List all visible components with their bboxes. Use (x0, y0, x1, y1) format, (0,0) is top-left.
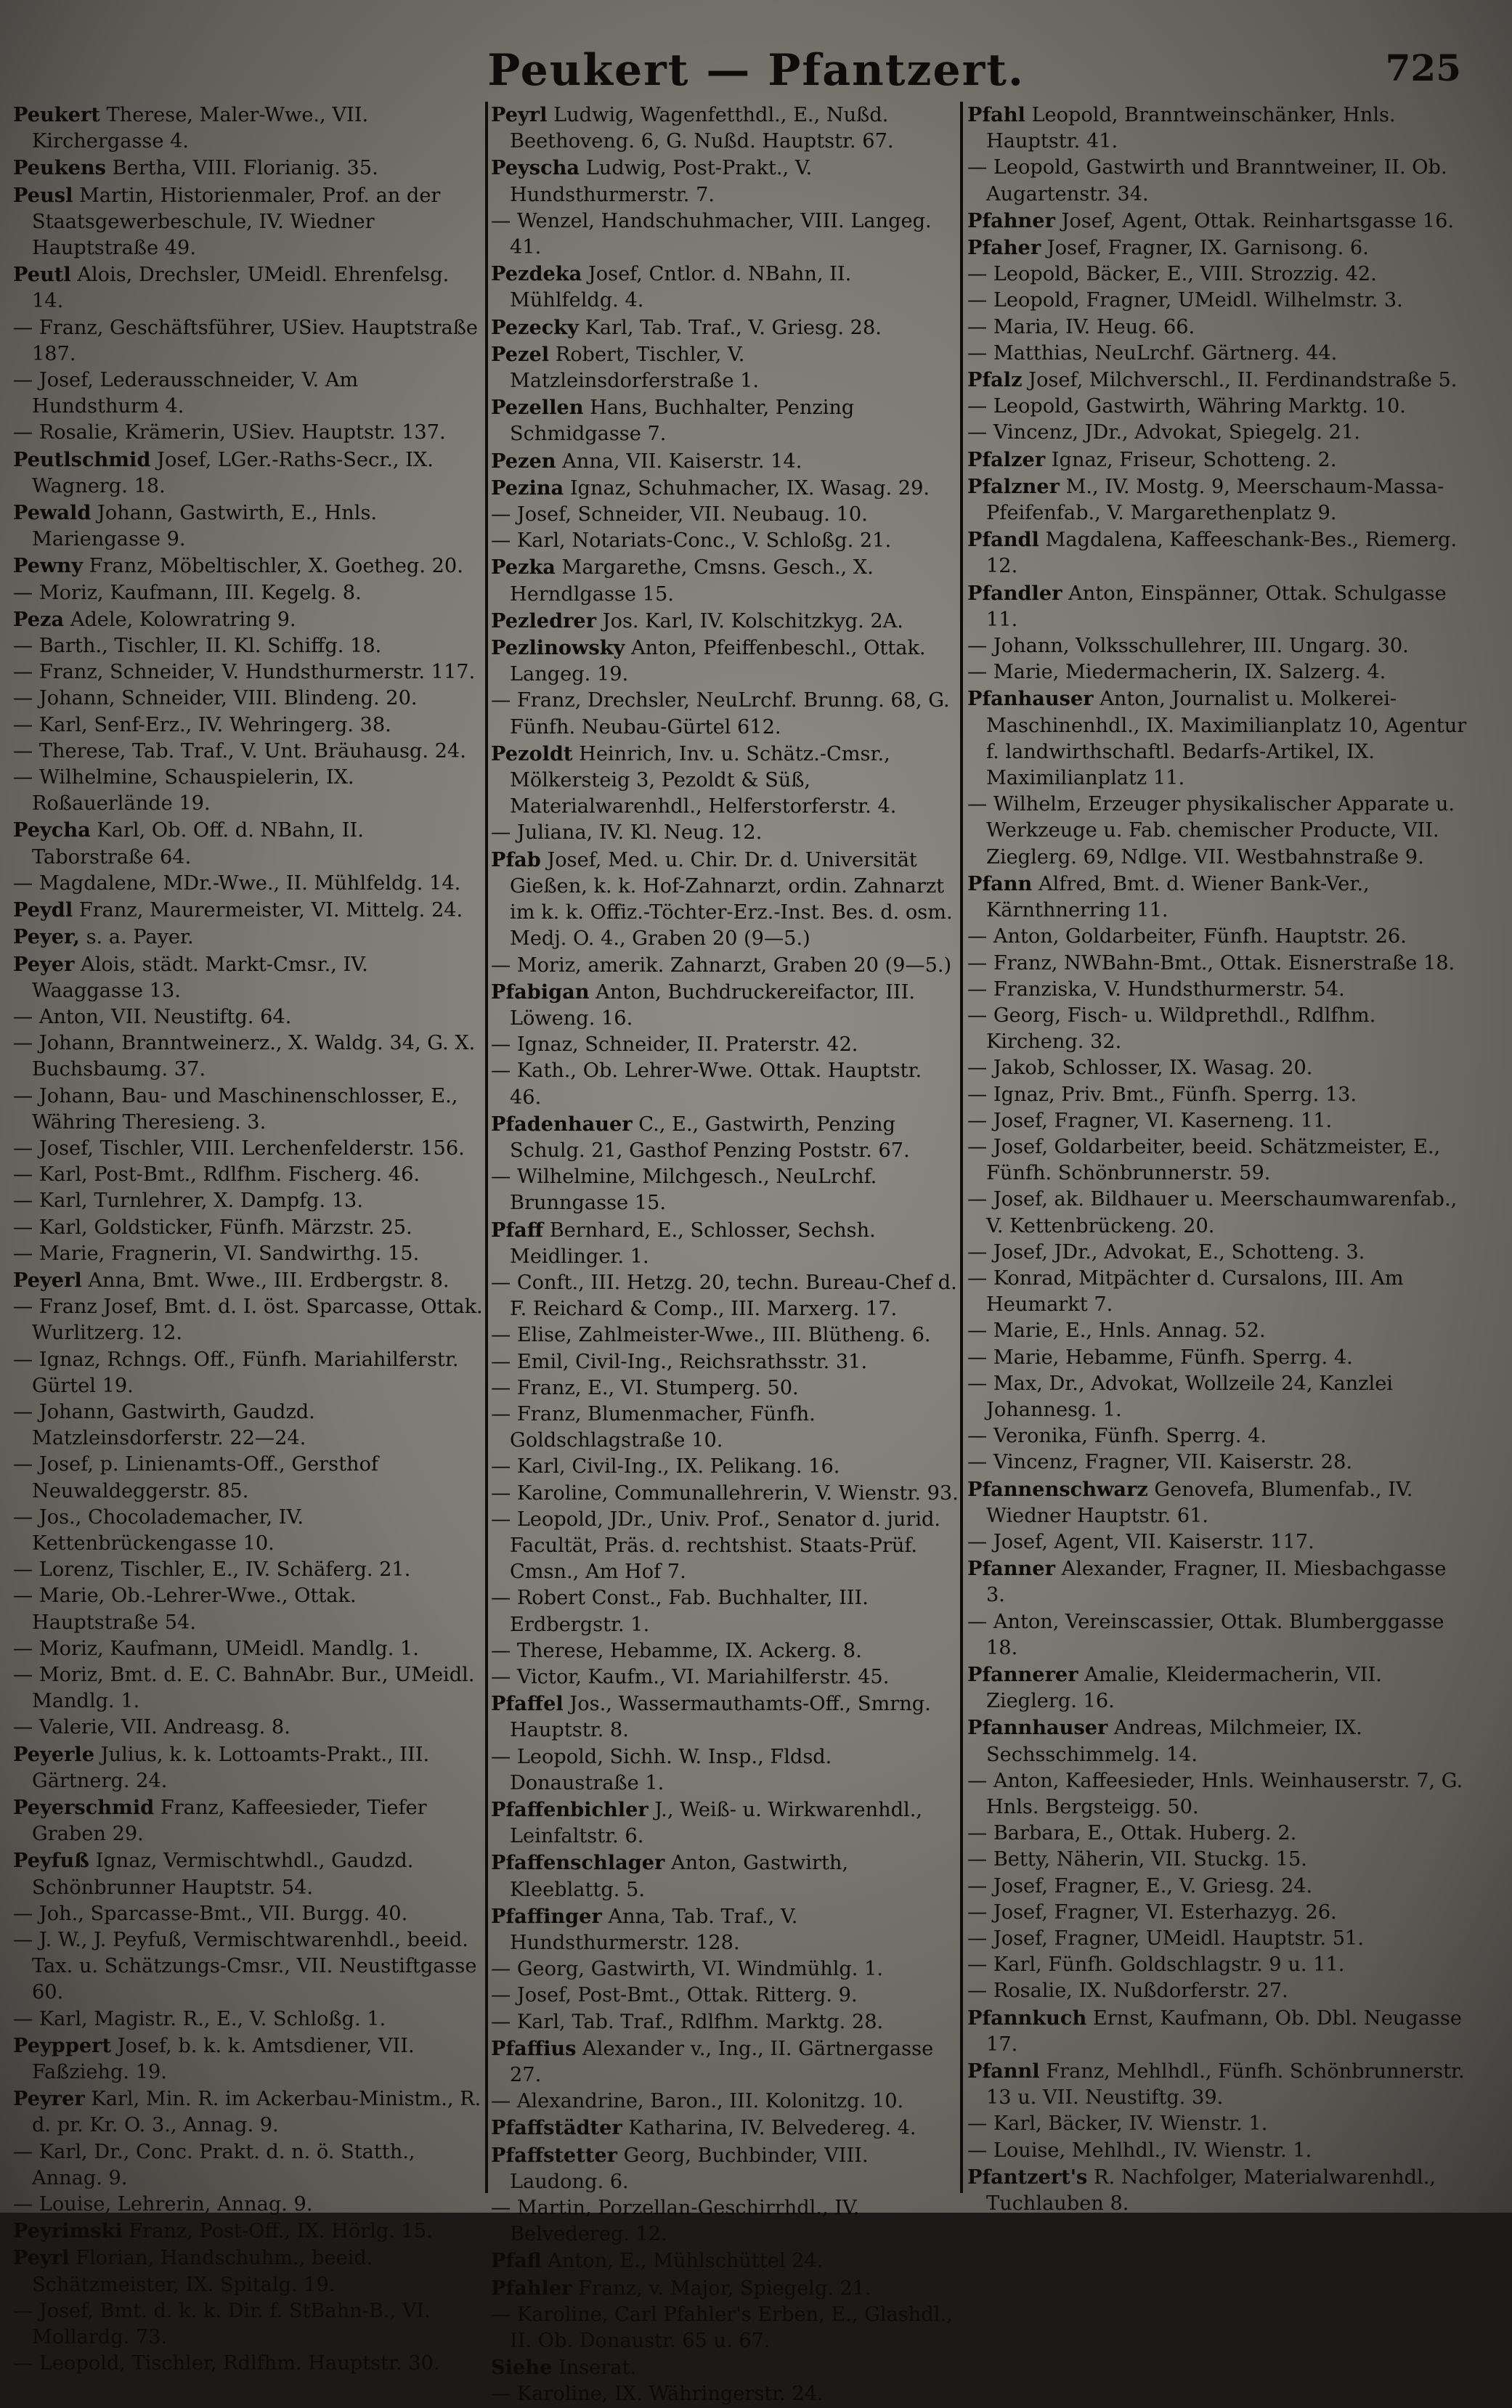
directory-entry: — Josef, Post-Bmt., Ottak. Ritterg. 9. (491, 1984, 858, 2007)
directory-entry: — Karl, Civil-Ing., IX. Pelikang. 16. (491, 1455, 840, 1478)
directory-entry: Pfannenschwarz Genovefa, Blumenfab., IV. Wiedner Hauptstr. 61. (967, 1477, 1413, 1527)
directory-entry: — Joh., Sparcasse-Bmt., VII. Burgg. 40. (13, 1902, 408, 1925)
directory-entry: — Ignaz, Priv. Bmt., Fünfh. Sperrg. 13. (967, 1083, 1357, 1106)
directory-entry: — Josef, ak. Bildhauer u. Meerschaumwarenfab., V. Kettenbrückeng. 20. (967, 1188, 1458, 1237)
directory-entry: — Louise, Lehrerin, Annag. 9. (13, 2193, 313, 2216)
directory-entry: — Josef, Lederausschneider, V. Am Hundsthurm 4. (13, 369, 359, 418)
directory-entry: — Alexandrine, Baron., III. Kolonitzg. 10. (491, 2090, 904, 2113)
directory-entry: — Maria, IV. Heug. 66. (967, 315, 1195, 338)
directory-entry: — Karl, Dr., Conc. Prakt. d. n. ö. Statth., Annag. 9. (13, 2140, 415, 2189)
directory-entry: Pfaffinger Anna, Tab. Traf., V. Hundsthurmerstr. 128. (491, 1904, 798, 1955)
directory-entry: — Marie, Ob.-Lehrer-Wwe., Ottak. Hauptstraße 54. (13, 1585, 357, 1634)
directory-entry: Pezellen Hans, Buchhalter, Penzing Schmidgasse 7. (491, 396, 855, 446)
directory-entry: Pfaffenschlager Anton, Gastwirth, Kleeblattg. 5. (491, 1851, 849, 1901)
directory-entry: — Marie, Hebamme, Fünfh. Sperrg. 4. (967, 1346, 1353, 1369)
directory-entry: — Leopold, JDr., Univ. Prof., Senator d. jurid. Facultät, Präs. d. rechtshist. Staats-Prüf. Cmsn., Am Hof 7. (491, 1508, 941, 1584)
directory-entry: Pfaffstetter Georg, Buchbinder, VIII. Laudong. 6. (491, 2143, 869, 2193)
directory-entry: Pezen Anna, VII. Kaiserstr. 14. (491, 449, 802, 473)
directory-entry: — Franz, Blumenmacher, Fünfh. Goldschlagstraße 10. (491, 1402, 816, 1452)
directory-entry: Pfannkuch Ernst, Kaufmann, Ob. Dbl. Neugasse 17. (967, 2006, 1462, 2056)
column-2 (491, 102, 959, 2406)
directory-entry: — Franz, Schneider, V. Hundsthurmerstr. 117. (13, 661, 476, 684)
directory-entry: — Leopold, Sichh. W. Insp., Fldsd. Donaustraße 1. (491, 1745, 832, 1794)
directory-entry: Peyerschmid Franz, Kaffeesieder, Tiefer Graben 29. (13, 1796, 427, 1846)
directory-entry: Peukens Bertha, VIII. Florianig. 35. (13, 156, 378, 180)
directory-entry: — Leopold, Gastwirth, Währing Marktg. 10. (967, 395, 1406, 418)
directory-entry: Pezecky Karl, Tab. Traf., V. Griesg. 28. (491, 315, 882, 339)
directory-entry: — Johann, Volksschullehrer, III. Ungarg. 30. (967, 635, 1409, 658)
directory-entry: Peyerle Julius, k. k. Lottoamts-Prakt., III. Gärtnerg. 24. (13, 1742, 430, 1792)
directory-entry: — Wilhelmine, Schauspielerin, IX. Roßauerlände 19. (13, 766, 354, 815)
directory-entry: — Josef, Fragner, VI. Kaserneng. 11. (967, 1109, 1333, 1132)
directory-entry: Peukert Therese, Maler-Wwe., VII. Kirchergasse 4. (13, 103, 369, 153)
directory-entry: Peyer, s. a. Payer. (13, 925, 194, 949)
directory-entry: — Karl, Fünfh. Goldschlagstr. 9 u. 11. (967, 1953, 1345, 1977)
directory-entry: Pfadenhauer C., E., Gastwirth, Penzing Schulg. 21, Gasthof Penzing Poststr. 67. (491, 1112, 910, 1162)
directory-entry: — Louise, Mehlhdl., IV. Wienstr. 1. (967, 2139, 1312, 2162)
directory-entry: — Anton, Kaffeesieder, Hnls. Weinhauserstr. 7, G. Hnls. Bergsteigg. 50. (967, 1769, 1463, 1818)
directory-entry: Pfahler Franz, v. Major, Spiegelg. 21. (491, 2276, 871, 2300)
directory-entry: — Moriz, Kaufmann, III. Kegelg. 8. (13, 581, 362, 604)
directory-entry: — Georg, Gastwirth, VI. Windmühlg. 1. (491, 1958, 884, 1981)
column-divider-1 (485, 102, 488, 2193)
directory-entry: Siehe Inserat. (491, 2356, 637, 2380)
directory-entry: — Victor, Kaufm., VI. Mariahilferstr. 45. (491, 1665, 890, 1688)
directory-entry: Peyrl Ludwig, Wagenfetthdl., E., Nußd. Beethoveng. 6, G. Nußd. Hauptstr. 67. (491, 103, 894, 153)
directory-entry: — Johann, Gastwirth, Gaudzd. Matzleinsdorferstr. 22—24. (13, 1400, 315, 1450)
directory-entry: Pfandl Magdalena, Kaffeeschank-Bes., Riemerg. 12. (967, 528, 1458, 578)
directory-entry: Pfaffenbichler J., Weiß- u. Wirkwarenhdl., Leinfaltstr. 6. (491, 1798, 923, 1848)
directory-entry: — Karl, Post-Bmt., Rdlfhm. Fischerg. 46. (13, 1163, 420, 1187)
directory-entry: — Konrad, Mitpächter d. Cursalons, III. Am Heumarkt 7. (967, 1266, 1404, 1317)
directory-entry: Pfahl Leopold, Branntweinschänker, Hnls. Hauptstr. 41. (967, 103, 1396, 153)
directory-entry: Peutl Alois, Drechsler, UMeidl. Ehrenfelsg. 14. (13, 263, 450, 313)
directory-entry: Peyer Alois, städt. Markt-Cmsr., IV. Waaggasse 13. (13, 952, 368, 1002)
directory-entry: Pezel Robert, Tischler, V. Matzleinsdorferstraße 1. (491, 342, 760, 393)
directory-entry: — Robert Const., Fab. Buchhalter, III. Erdbergstr. 1. (491, 1587, 869, 1636)
directory-entry: — Karl, Senf-Erz., IV. Wehringerg. 38. (13, 713, 391, 736)
directory-entry: — Karl, Turnlehrer, X. Dampfg. 13. (13, 1189, 363, 1213)
directory-entry: — Karoline, IX. Währingerstr. 24. (491, 2383, 824, 2406)
directory-entry: — Moriz, amerik. Zahnarzt, Graben 20 (9—5.) (491, 953, 952, 977)
directory-entry: Peza Adele, Kolowratring 9. (13, 607, 296, 631)
directory-entry: — Valerie, VII. Andreasg. 8. (13, 1716, 290, 1739)
directory-entry: — Therese, Hebamme, IX. Ackerg. 8. (491, 1639, 862, 1662)
directory-entry: — Matthias, NeuLrchf. Gärtnerg. 44. (967, 341, 1338, 365)
directory-entry: Peyerl Anna, Bmt. Wwe., III. Erdbergstr. 8. (13, 1268, 450, 1292)
directory-entry: — Wilhelmine, Milchgesch., NeuLrchf. Brunngasse 15. (491, 1166, 877, 1215)
directory-entry: — Johann, Schneider, VIII. Blindeng. 20. (13, 687, 418, 710)
directory-entry: — Josef, Fragner, E., V. Griesg. 24. (967, 1874, 1313, 1897)
column-1 (13, 102, 484, 2375)
page-header (0, 29, 1512, 109)
directory-entry: — Josef, Agent, VII. Kaiserstr. 117. (967, 1530, 1314, 1553)
directory-entry: Pfabigan Anton, Buchdruckereifactor, III. Löweng. 16. (491, 980, 916, 1030)
directory-entry: Pfannl Franz, Mehlhdl., Fünfh. Schönbrunnerstr. 13 u. VII. Neustiftg. 39. (967, 2059, 1465, 2110)
directory-entry: — Marie, E., Hnls. Annag. 52. (967, 1319, 1266, 1343)
directory-entry: — Juliana, IV. Kl. Neug. 12. (491, 821, 763, 845)
directory-entry: — Franz, NWBahn-Bmt., Ottak. Eisnerstraße 18. (967, 951, 1455, 975)
directory-entry: — Leopold, Tischler, Rdlfhm. Hauptstr. 30. (13, 2352, 440, 2375)
directory-entry: — Josef, Schneider, VII. Neubaug. 10. (491, 503, 868, 526)
directory-entry: — Martin, Porzellan-Geschirrhdl., IV. Belvedereg. 12. (491, 2197, 860, 2246)
directory-entry: — Barth., Tischler, II. Kl. Schiffg. 18. (13, 635, 382, 658)
directory-entry: Pfanhauser Anton, Journalist u. Molkerei-Maschinenhdl., IX. Maximilianplatz 10, Agentur f. landwirthschaftl. Bedarfs-Artikel, IX. Maximilianplatz 11. (967, 687, 1467, 790)
directory-entry: Pezoldt Heinrich, Inv. u. Schätz.-Cmsr., Mölkersteig 3, Pezoldt & Süß, Materialwarenhdl., Helferstorferstr. 4. (491, 741, 897, 818)
directory-entry: — Barbara, E., Ottak. Huberg. 2. (967, 1822, 1297, 1845)
directory-entry: — Jos., Chocolademacher, IV. Kettenbrückengasse 10. (13, 1505, 304, 1555)
directory-entry: Pfantzert's R. Nachfolger, Materialwarenhdl., Tuchlauben 8. (967, 2165, 1436, 2216)
directory-entry: Peyscha Ludwig, Post-Prakt., V. Hundsthurmerstr. 7. (491, 156, 813, 206)
directory-entry: — Ignaz, Schneider, II. Praterstr. 42. (491, 1033, 858, 1057)
directory-entry: Pezka Margarethe, Cmsns. Gesch., X. Herndlgasse 15. (491, 556, 874, 606)
directory-entry: Peyfuß Ignaz, Vermischtwhdl., Gaudzd. Schönbrunner Hauptstr. 54. (13, 1849, 414, 1899)
directory-entry: Peusl Martin, Historienmaler, Prof. an der Staatsgewerbeschule, IV. Wiedner Hauptstraße 49. (13, 183, 441, 260)
directory-entry: Pezledrer Jos. Karl, IV. Kolschitzkyg. 2A. (491, 609, 903, 632)
directory-entry: Pfaffius Alexander v., Ing., II. Gärtnergasse 27. (491, 2036, 934, 2087)
directory-entry: Pfaff Bernhard, E., Schlosser, Sechsh. Meidlinger. 1. (491, 1218, 876, 1268)
directory-entry: — J. W., J. Peyfuß, Vermischtwarenhdl., beeid. Tax. u. Schätzungs-Cmsr., VII. Neustiftgasse 60. (13, 1929, 477, 2004)
directory-entry: Pfandler Anton, Einspänner, Ottak. Schulgasse 11. (967, 581, 1447, 631)
directory-entry: — Anton, Vereinscassier, Ottak. Blumberggasse 18. (967, 1610, 1444, 1659)
directory-entry: Pfab Josef, Med. u. Chir. Dr. d. Universität Gießen, k. k. Hof-Zahnarzt, ordin. Zahnarzt im k. k. Offiz.-Töchter-Erz.-Inst. Bes. d. osm. Medj. O. 4., Graben 20 (9—5.) (491, 847, 953, 951)
directory-entry: Pfaffstädter Katharina, IV. Belvedereg. 4. (491, 2116, 916, 2140)
directory-entry: Peutlschmid Josef, LGer.-Raths-Secr., IX. Wagnerg. 18. (13, 447, 434, 497)
directory-entry: — Karl, Tab. Traf., Rdlfhm. Marktg. 28. (491, 2010, 884, 2033)
directory-entry: Pfahner Josef, Agent, Ottak. Reinhartsgasse 16. (967, 208, 1455, 232)
directory-entry: — Vincenz, JDr., Advokat, Spiegelg. 21. (967, 421, 1360, 444)
column-3 (967, 102, 1468, 2216)
directory-entry: — Veronika, Fünfh. Sperrg. 4. (967, 1425, 1267, 1448)
directory-entry: — Leopold, Bäcker, E., VIII. Strozzig. 42. (967, 263, 1377, 286)
directory-entry: Peyrimski Franz, Post-Off., IX. Hörlg. 15. (13, 2219, 433, 2243)
directory-entry: Pezdeka Josef, Cntlor. d. NBahn, II. Mühlfeldg. 4. (491, 262, 852, 312)
directory-entry: — Franziska, V. Hundsthurmerstr. 54. (967, 977, 1345, 1001)
column-divider-2 (960, 102, 963, 2193)
directory-entry: Pfalzner M., IV. Mostg. 9, Meerschaum-Massa-Pfeifenfab., V. Margarethenplatz 9. (967, 474, 1444, 525)
directory-entry: — Kath., Ob. Lehrer-Wwe. Ottak. Hauptstr. 46. (491, 1059, 922, 1109)
directory-entry: — Franz Josef, Bmt. d. I. öst. Sparcasse, Ottak. Wurlitzerg. 12. (13, 1295, 483, 1345)
directory-entry: — Franz, E., VI. Stumperg. 50. (491, 1376, 799, 1399)
directory-entry: — Josef, Fragner, VI. Esterhazyg. 26. (967, 1900, 1337, 1924)
directory-entry: Pezlinowsky Anton, Pfeiffenbeschl., Ottak. Langeg. 19. (491, 636, 926, 686)
directory-entry: Pfalzer Ignaz, Friseur, Schotteng. 2. (967, 447, 1337, 471)
directory-entry: — Josef, Tischler, VIII. Lerchenfelderstr. 156. (13, 1136, 465, 1160)
directory-entry: — Franz, Drechsler, NeuLrchf. Brunng. 68, G. Fünfh. Neubau-Gürtel 612. (491, 689, 950, 739)
directory-entry: — Karoline, Communallehrerin, V. Wienstr. 93. (491, 1481, 959, 1505)
directory-entry: — Jakob, Schlosser, IX. Wasag. 20. (967, 1057, 1313, 1080)
directory-entry: — Karl, Goldsticker, Fünfh. Märzstr. 25. (13, 1216, 412, 1239)
directory-entry: Pfann Alfred, Bmt. d. Wiener Bank-Ver., Kärnthnerring 11. (967, 871, 1370, 922)
directory-entry: — Josef, Fragner, UMeidl. Hauptstr. 51. (967, 1927, 1364, 1951)
directory-entry: Peydl Franz, Maurermeister, VI. Mittelg. 24. (13, 898, 463, 922)
directory-entry: — Georg, Fisch- u. Wildprethdl., Rdlfhm. Kircheng. 32. (967, 1004, 1376, 1054)
directory-entry: Pfannerer Amalie, Kleidermacherin, VII. Zieglerg. 16. (967, 1662, 1382, 1713)
directory-entry: — Karoline, Carl Pfahler's Erben, E., Glashdl., II. Ob. Donaustr. 65 u. 67. (491, 2303, 953, 2353)
directory-entry: Peyrer Karl, Min. R. im Ackerbau-Ministm., R. d. pr. Kr. O. 3., Annag. 9. (13, 2087, 481, 2137)
directory-entry: — Johann, Branntweinerz., X. Waldg. 34, G. X. Buchsbaumg. 37. (13, 1032, 476, 1081)
directory-entry: Pewald Johann, Gastwirth, E., Hnls. Mariengasse 9. (13, 501, 378, 551)
directory-entry: — Rosalie, IX. Nußdorferstr. 27. (967, 1980, 1288, 2003)
directory-entry: — Leopold, Gastwirth und Branntweiner, II. Ob. Augartenstr. 34. (967, 156, 1447, 206)
directory-entry: — Karl, Notariats-Conc., V. Schloßg. 21. (491, 529, 892, 553)
directory-entry: — Magdalene, MDr.-Wwe., II. Mühlfeldg. 14. (13, 871, 461, 895)
directory-entry: Pfaffel Jos., Wassermauthamts-Off., Smrng. Hauptstr. 8. (491, 1692, 931, 1742)
directory-entry: — Josef, JDr., Advokat, E., Schotteng. 3. (967, 1240, 1365, 1264)
directory-entry: Pfannhauser Andreas, Milchmeier, IX. Sechsschimmelg. 14. (967, 1716, 1362, 1766)
directory-entry: — Marie, Miedermacherin, IX. Salzerg. 4. (967, 661, 1386, 684)
directory-entry: Pewny Franz, Möbeltischler, X. Goetheg. 20. (13, 554, 463, 578)
directory-entry: — Wenzel, Handschuhmacher, VIII. Langeg. 41. (491, 209, 932, 259)
directory-entry: Pfalz Josef, Milchverschl., II. Ferdinandstraße 5. (967, 368, 1458, 392)
directory-entry: — Anton, Goldarbeiter, Fünfh. Hauptstr. 26. (967, 925, 1407, 948)
directory-entry: — Elise, Zahlmeister-Wwe., III. Blütheng. 6. (491, 1324, 931, 1347)
page-number: 725 (1385, 46, 1461, 89)
directory-entry: — Betty, Näherin, VII. Stuckg. 15. (967, 1848, 1307, 1871)
directory-entry: Peyrl Florian, Handschuhm., beeid. Schätzmeister, IX. Spitalg. 19. (13, 2246, 373, 2296)
directory-entry: — Wilhelm, Erzeuger physikalischer Apparate u. Werkzeuge u. Fab. chemischer Producte, VII. Zieglerg. 69, Ndlge. VII. Westbahnstraße 9. (967, 793, 1455, 869)
running-title: Peukert — Pfantzert. (487, 45, 1025, 96)
directory-entry: — Josef, Goldarbeiter, beeid. Schätzmeister, E., Fünfh. Schönbrunnerstr. 59. (967, 1135, 1441, 1185)
directory-entry: — Rosalie, Krämerin, USiev. Hauptstr. 137. (13, 421, 446, 444)
directory-entry: — Max, Dr., Advokat, Wollzeile 24, Kanzlei Johannesg. 1. (967, 1372, 1393, 1421)
directory-entry: — Karl, Magistr. R., E., V. Schloßg. 1. (13, 2007, 386, 2030)
directory-entry: Pezina Ignaz, Schuhmacher, IX. Wasag. 29. (491, 476, 930, 500)
directory-entry: Pfaher Josef, Fragner, IX. Garnisong. 6. (967, 236, 1369, 260)
directory-entry: — Josef, Bmt. d. k. k. Dir. f. StBahn-B., VI. Mollardg. 73. (13, 2299, 431, 2349)
directory-entry: Pfanner Alexander, Fragner, II. Miesbachgasse 3. (967, 1557, 1447, 1607)
directory-entry: — Josef, p. Linienamts-Off., Gersthof Neuwaldeggerstr. 85. (13, 1453, 378, 1502)
directory-entry: Peyppert Josef, b. k. k. Amtsdiener, VII. Faßziehg. 19. (13, 2033, 415, 2084)
directory-entry: — Therese, Tab. Traf., V. Unt. Bräuhausg. 24. (13, 739, 466, 762)
directory-entry: — Ignaz, Rchngs. Off., Fünfh. Mariahilferstr. Gürtel 19. (13, 1348, 459, 1397)
directory-entry: — Conft., III. Hetzg. 20, techn. Bureau-Chef d. F. Reichard & Comp., III. Marxerg. 17. (491, 1271, 957, 1321)
directory-entry: — Karl, Bäcker, IV. Wienstr. 1. (967, 2112, 1268, 2136)
directory-entry: — Moriz, Bmt. d. E. C. BahnAbr. Bur., UMeidl. Mandlg. 1. (13, 1663, 475, 1713)
directory-entry: — Leopold, Fragner, UMeidl. Wilhelmstr. 3. (967, 289, 1403, 312)
directory-entry: — Johann, Bau- und Maschinenschlosser, E., Währing Theresieng. 3. (13, 1084, 458, 1134)
directory-entry: — Lorenz, Tischler, E., IV. Schäferg. 21. (13, 1558, 411, 1582)
directory-entry: Peycha Karl, Ob. Off. d. NBahn, II. Taborstraße 64. (13, 818, 364, 869)
directory-entry: — Emil, Civil-Ing., Reichsrathsstr. 31. (491, 1350, 868, 1373)
directory-entry: Pfafl Anton, E., Mühlschüttel 24. (491, 2249, 824, 2273)
directory-entry: — Moriz, Kaufmann, UMeidl. Mandlg. 1. (13, 1637, 419, 1660)
directory-entry: — Vincenz, Fragner, VII. Kaiserstr. 28. (967, 1451, 1353, 1474)
directory-entry: — Anton, VII. Neustiftg. 64. (13, 1005, 292, 1028)
directory-entry: — Franz, Geschäftsführer, USiev. Hauptstraße 187. (13, 316, 478, 365)
directory-entry: — Marie, Fragnerin, VI. Sandwirthg. 15. (13, 1242, 420, 1265)
